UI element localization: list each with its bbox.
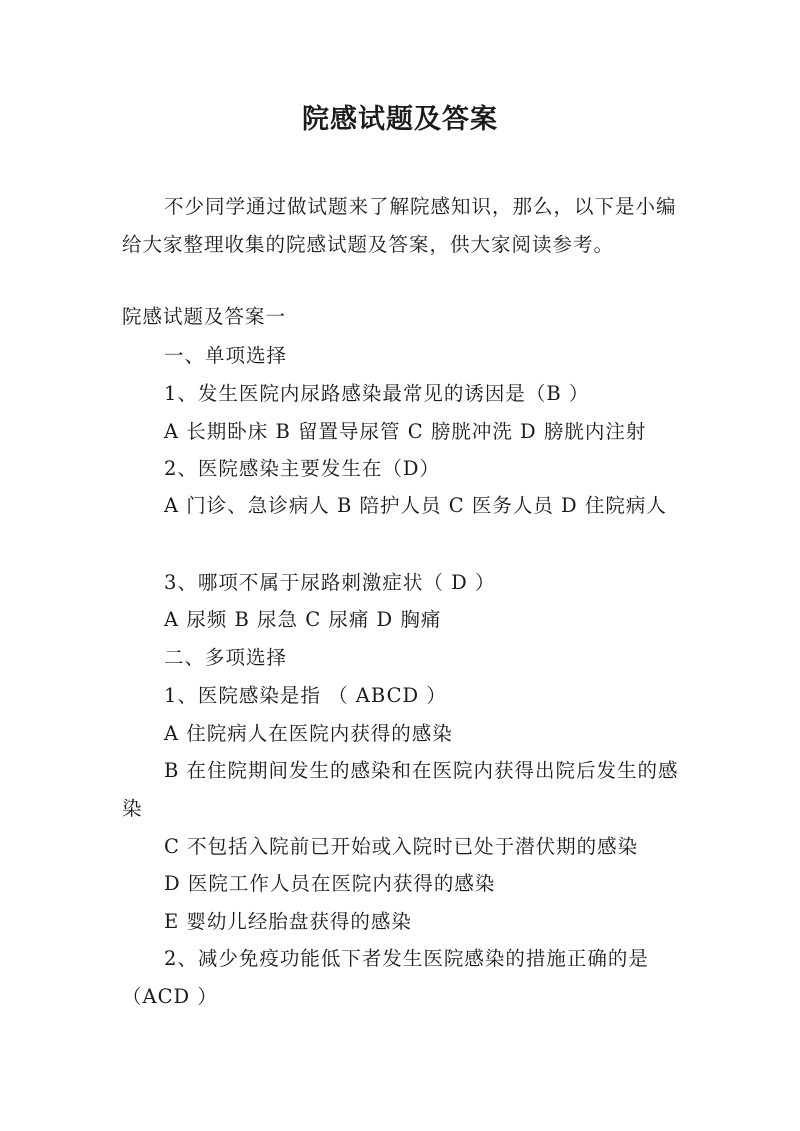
question-3: 3、哪项不属于尿路刺激症状（ D ）	[164, 571, 496, 594]
document-title: 院感试题及答案	[302, 104, 498, 135]
multi-question-1-option-e: E 婴幼儿经胎盘获得的感染	[164, 910, 412, 933]
question-1-options: A 长期卧床 B 留置导尿管 C 膀胱冲洗 D 膀胱内注射	[164, 420, 647, 443]
section-heading: 院感试题及答案一	[122, 305, 287, 328]
question-type-multiple: 二、多项选择	[164, 646, 288, 669]
multi-question-1-option-b: B 在住院期间发生的感染和在医院内获得出院后发生的感染	[122, 759, 679, 820]
multi-question-2: 2、减少免疫功能低下者发生医院感染的措施正确的是（ACD ）	[122, 947, 649, 1008]
question-2: 2、医院感染主要发生在（D）	[164, 457, 441, 480]
multi-question-1-option-d: D 医院工作人员在医院内获得的感染	[164, 872, 496, 895]
question-3-options: A 尿频 B 尿急 C 尿痛 D 胸痛	[164, 608, 442, 631]
question-type-single: 一、单项选择	[164, 344, 288, 367]
question-1: 1、发生医院内尿路感染最常见的诱因是（B ）	[164, 382, 590, 405]
question-2-options: A 门诊、急诊病人 B 陪护人员 C 医务人员 D 住院病人	[164, 494, 667, 517]
multi-question-1: 1、医院感染是指 （ ABCD ）	[164, 684, 447, 707]
multi-question-1-option-c: C 不包括入院前已开始或入院时已处于潜伏期的感染	[164, 835, 639, 858]
multi-question-1-option-a: A 住院病人在医院内获得的感染	[164, 722, 453, 745]
intro-paragraph: 不少同学通过做试题来了解院感知识，那么，以下是小编给大家整理收集的院感试题及答案，供大家阅读参考。	[122, 195, 677, 256]
